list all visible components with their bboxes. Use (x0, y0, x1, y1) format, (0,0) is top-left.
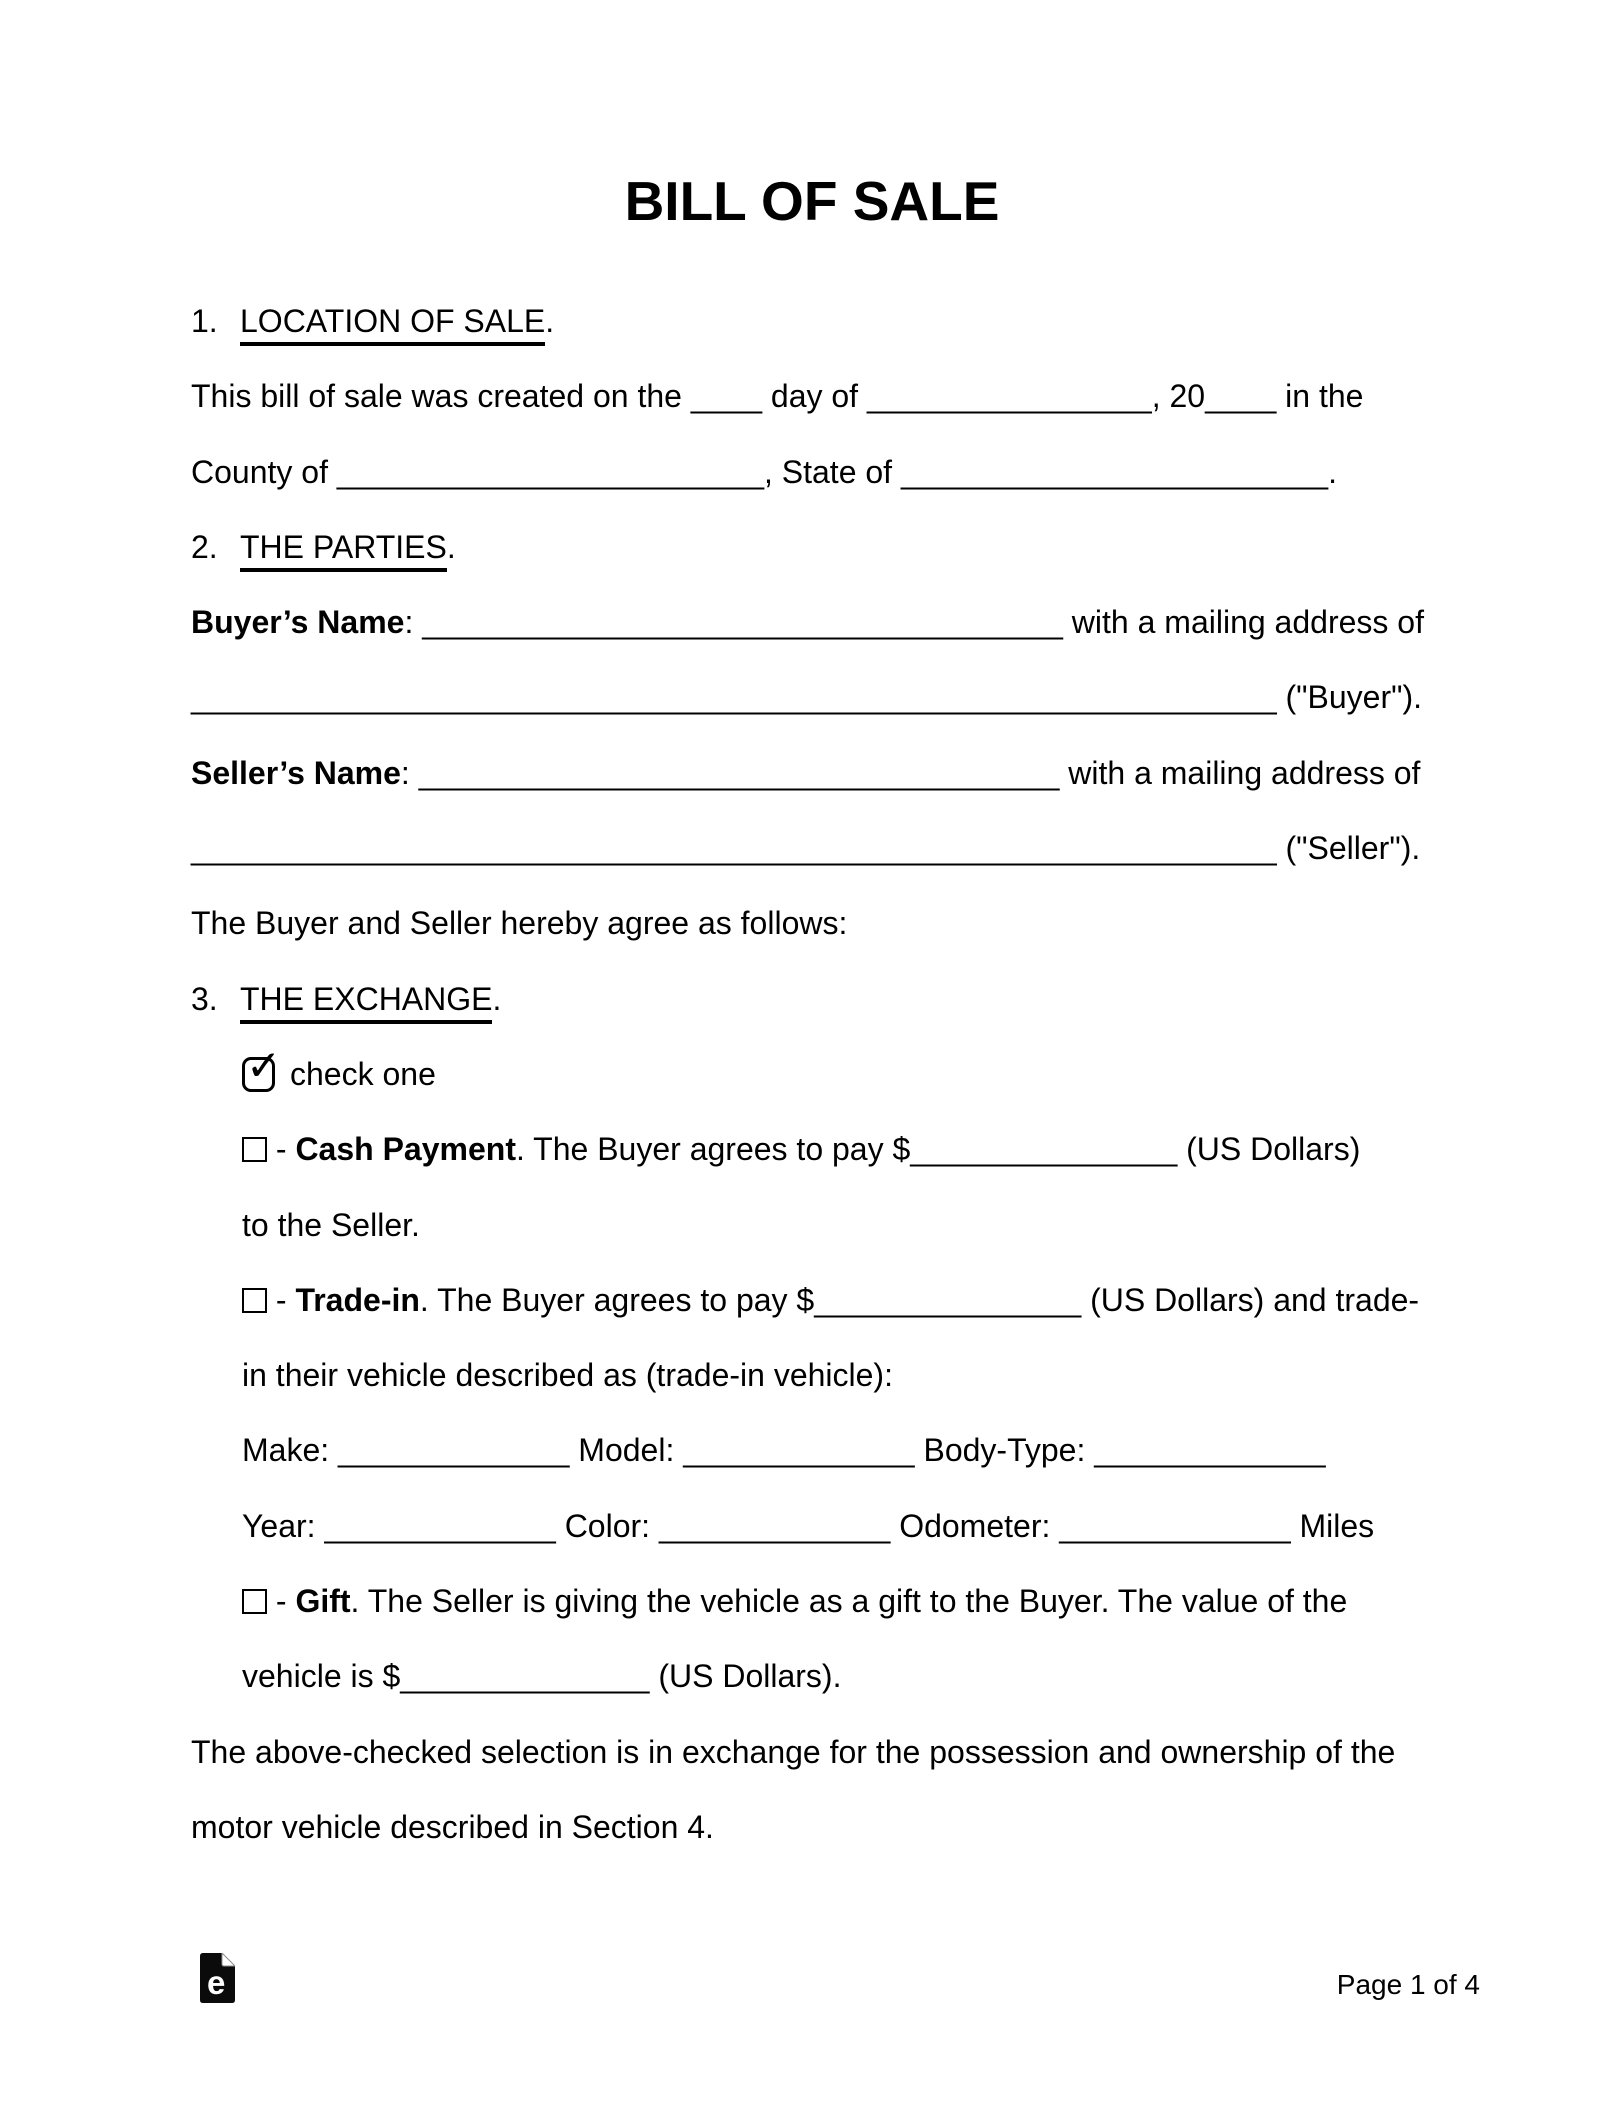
line-vehicle-year-row (191, 1489, 1491, 1564)
bold-text-segment: Cash Payment (295, 1131, 516, 1168)
section-2-number: 2. (191, 528, 218, 565)
text-segment: : ____________________________________ with a mailing address of (400, 754, 1421, 791)
line-vehicle-make-row (191, 1413, 1491, 1488)
gift-checkbox[interactable] (242, 1589, 267, 1614)
section-2-period: . (446, 528, 456, 565)
line-seller-name (191, 736, 1491, 811)
document-body (191, 284, 1491, 1865)
line-agreement-intro (191, 886, 1491, 961)
text-segment: vehicle is $______________ (US Dollars). (242, 1658, 842, 1695)
text-segment: : ____________________________________ with a mailing address of (404, 604, 1424, 641)
text-segment: The Buyer and Seller hereby agree as follows: (191, 905, 848, 942)
eforms-logo (200, 1953, 235, 2011)
trade-in-checkbox[interactable] (242, 1288, 267, 1313)
text-segment: to the Seller. (242, 1206, 420, 1243)
line-trade-in-cont (191, 1338, 1491, 1413)
text-segment: _____________________________________________________________ ("Buyer"). (191, 679, 1423, 716)
line-closing-1 (191, 1715, 1491, 1790)
text-segment: - (267, 1131, 296, 1168)
text-segment: Year: _____________ Color: _____________ Odometer: _____________ Miles (242, 1507, 1375, 1544)
section-3-number: 3. (191, 980, 218, 1017)
text-segment: . The Buyer agrees to pay $_______________ (US Dollars) (515, 1131, 1361, 1168)
check-one-label: check one (290, 1055, 436, 1092)
eforms-logo-icon (200, 1953, 235, 2003)
bold-text-segment: Buyer’s Name (191, 604, 405, 641)
page-number-label: Page 1 of 4 (1336, 1969, 1480, 2000)
section-2-heading (191, 510, 1491, 585)
check-icon: ✓ (246, 1040, 282, 1090)
page-title: BILL OF SALE (624, 170, 1000, 232)
cash-payment-checkbox[interactable] (242, 1137, 267, 1162)
bold-text-segment: Gift (295, 1583, 351, 1620)
text-segment: This bill of sale was created on the ____ day of ________________, 20____ in the (191, 378, 1364, 415)
line-gift-cont (191, 1639, 1491, 1714)
line-cash-payment-cont (191, 1188, 1491, 1263)
text-segment: . The Seller is giving the vehicle as a gift to the Buyer. The value of the (350, 1583, 1348, 1620)
section-1-period: . (545, 303, 555, 339)
section-1-title: LOCATION OF SALE (240, 301, 545, 346)
line-county-state (191, 435, 1491, 510)
line-buyer-name (191, 585, 1491, 660)
bold-text-segment: Trade-in (295, 1281, 420, 1318)
line-buyer-address (191, 660, 1491, 735)
section-3-heading (191, 962, 1491, 1037)
text-segment: - (267, 1583, 296, 1620)
text-segment: Make: _____________ Model: _____________ Body-Type: _____________ (242, 1432, 1326, 1469)
bold-text-segment: Seller’s Name (191, 754, 401, 791)
line-check-one (191, 1037, 1491, 1112)
line-sale-created (191, 359, 1491, 434)
gift-text (267, 1583, 1347, 1619)
section-3-title: THE EXCHANGE (240, 979, 492, 1024)
trade-in-text (267, 1282, 1419, 1318)
section-3-period: . (492, 980, 502, 1017)
text-segment: _____________________________________________________________ ("Seller"). (191, 830, 1421, 867)
cash-payment-text (267, 1131, 1360, 1167)
text-segment: County of ________________________, State of ________________________. (191, 453, 1337, 490)
section-1-heading (191, 284, 1491, 359)
logo-letter: e (207, 1964, 226, 2001)
text-segment: motor vehicle described in Section 4. (191, 1808, 714, 1845)
line-gift (191, 1564, 1491, 1639)
line-trade-in (191, 1263, 1491, 1338)
check-one-checkbox-checked[interactable] (242, 1040, 282, 1092)
text-segment: - (267, 1281, 296, 1318)
line-cash-payment (191, 1112, 1491, 1187)
section-2-title: THE PARTIES (240, 527, 447, 572)
section-1-number: 1. (191, 303, 218, 339)
text-segment: The above-checked selection is in exchange for the possession and ownership of the (191, 1733, 1396, 1770)
text-segment: . The Buyer agrees to pay $_______________ (US Dollars) and trade- (419, 1281, 1420, 1318)
text-segment: in their vehicle described as (trade-in vehicle): (242, 1357, 893, 1394)
line-closing-2 (191, 1790, 1491, 1865)
line-seller-address (191, 811, 1491, 886)
